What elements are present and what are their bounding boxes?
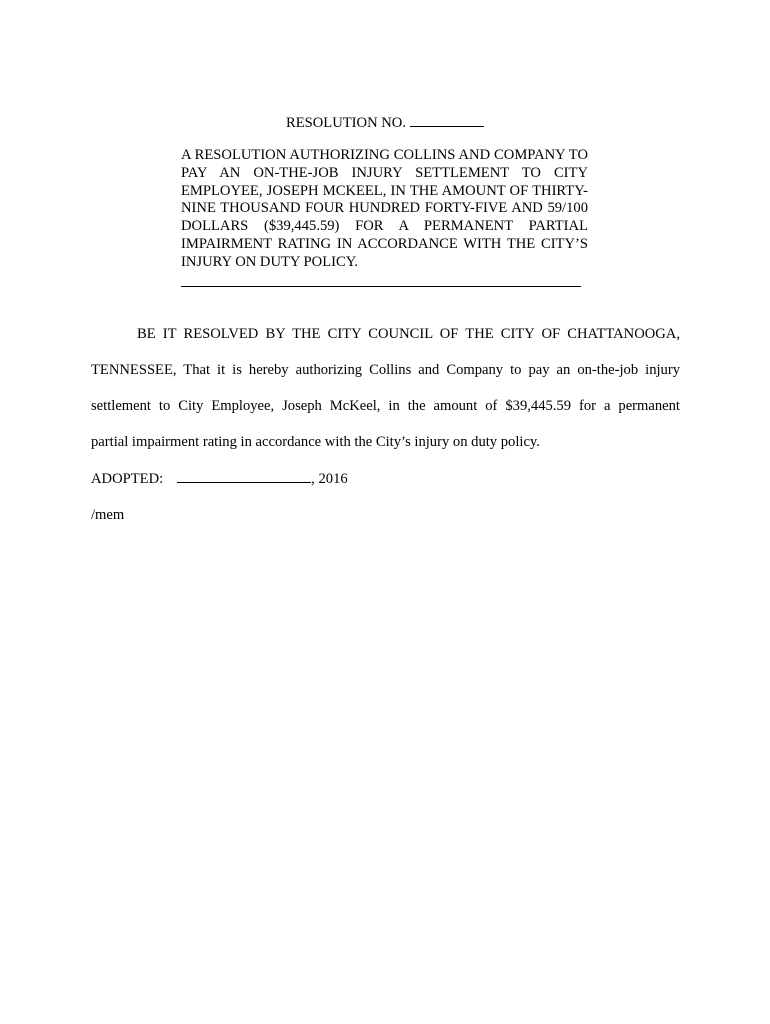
resolution-caption: A RESOLUTION AUTHORIZING COLLINS AND COMPANY TO PAY AN ON-THE-JOB INJURY SETTLEMENT TO CITY EMPLOYEE, JOSEPH MCKEEL, IN THE AMOUNT OF THIRTY-NINE THOUSAND FOUR HUNDRED FORTY-FIVE AND 59/100 DOLLARS ($39,445.59) FOR A PERMANENT PARTIAL IMPAIRMENT RATING IN ACCORDANCE WITH THE CITY’S INJURY ON DUTY POLICY. (181, 147, 588, 270)
adopted-date-blank (177, 468, 311, 483)
typist-initials: /mem (91, 507, 125, 523)
caption-divider (181, 286, 581, 287)
resolution-title (0, 112, 770, 132)
body-line-2: TENNESSEE, That it is hereby authorizing Collins and Company to pay an on-the-job injury (91, 362, 680, 378)
body-line-4: partial impairment rating in accordance with the City’s injury on duty policy. (91, 434, 540, 450)
resolution-number-blank (410, 112, 484, 127)
body-line-1: BE IT RESOLVED BY THE CITY COUNCIL OF THE CITY OF CHATTANOOGA, (137, 326, 680, 342)
resolution-number-label: RESOLUTION NO. (286, 115, 406, 131)
adopted-line (91, 468, 348, 488)
adopted-year: , 2016 (311, 471, 348, 487)
adopted-label: ADOPTED: (91, 471, 164, 487)
body-line-3: settlement to City Employee, Joseph McKeel, in the amount of $39,445.59 for a permanent (91, 398, 680, 414)
